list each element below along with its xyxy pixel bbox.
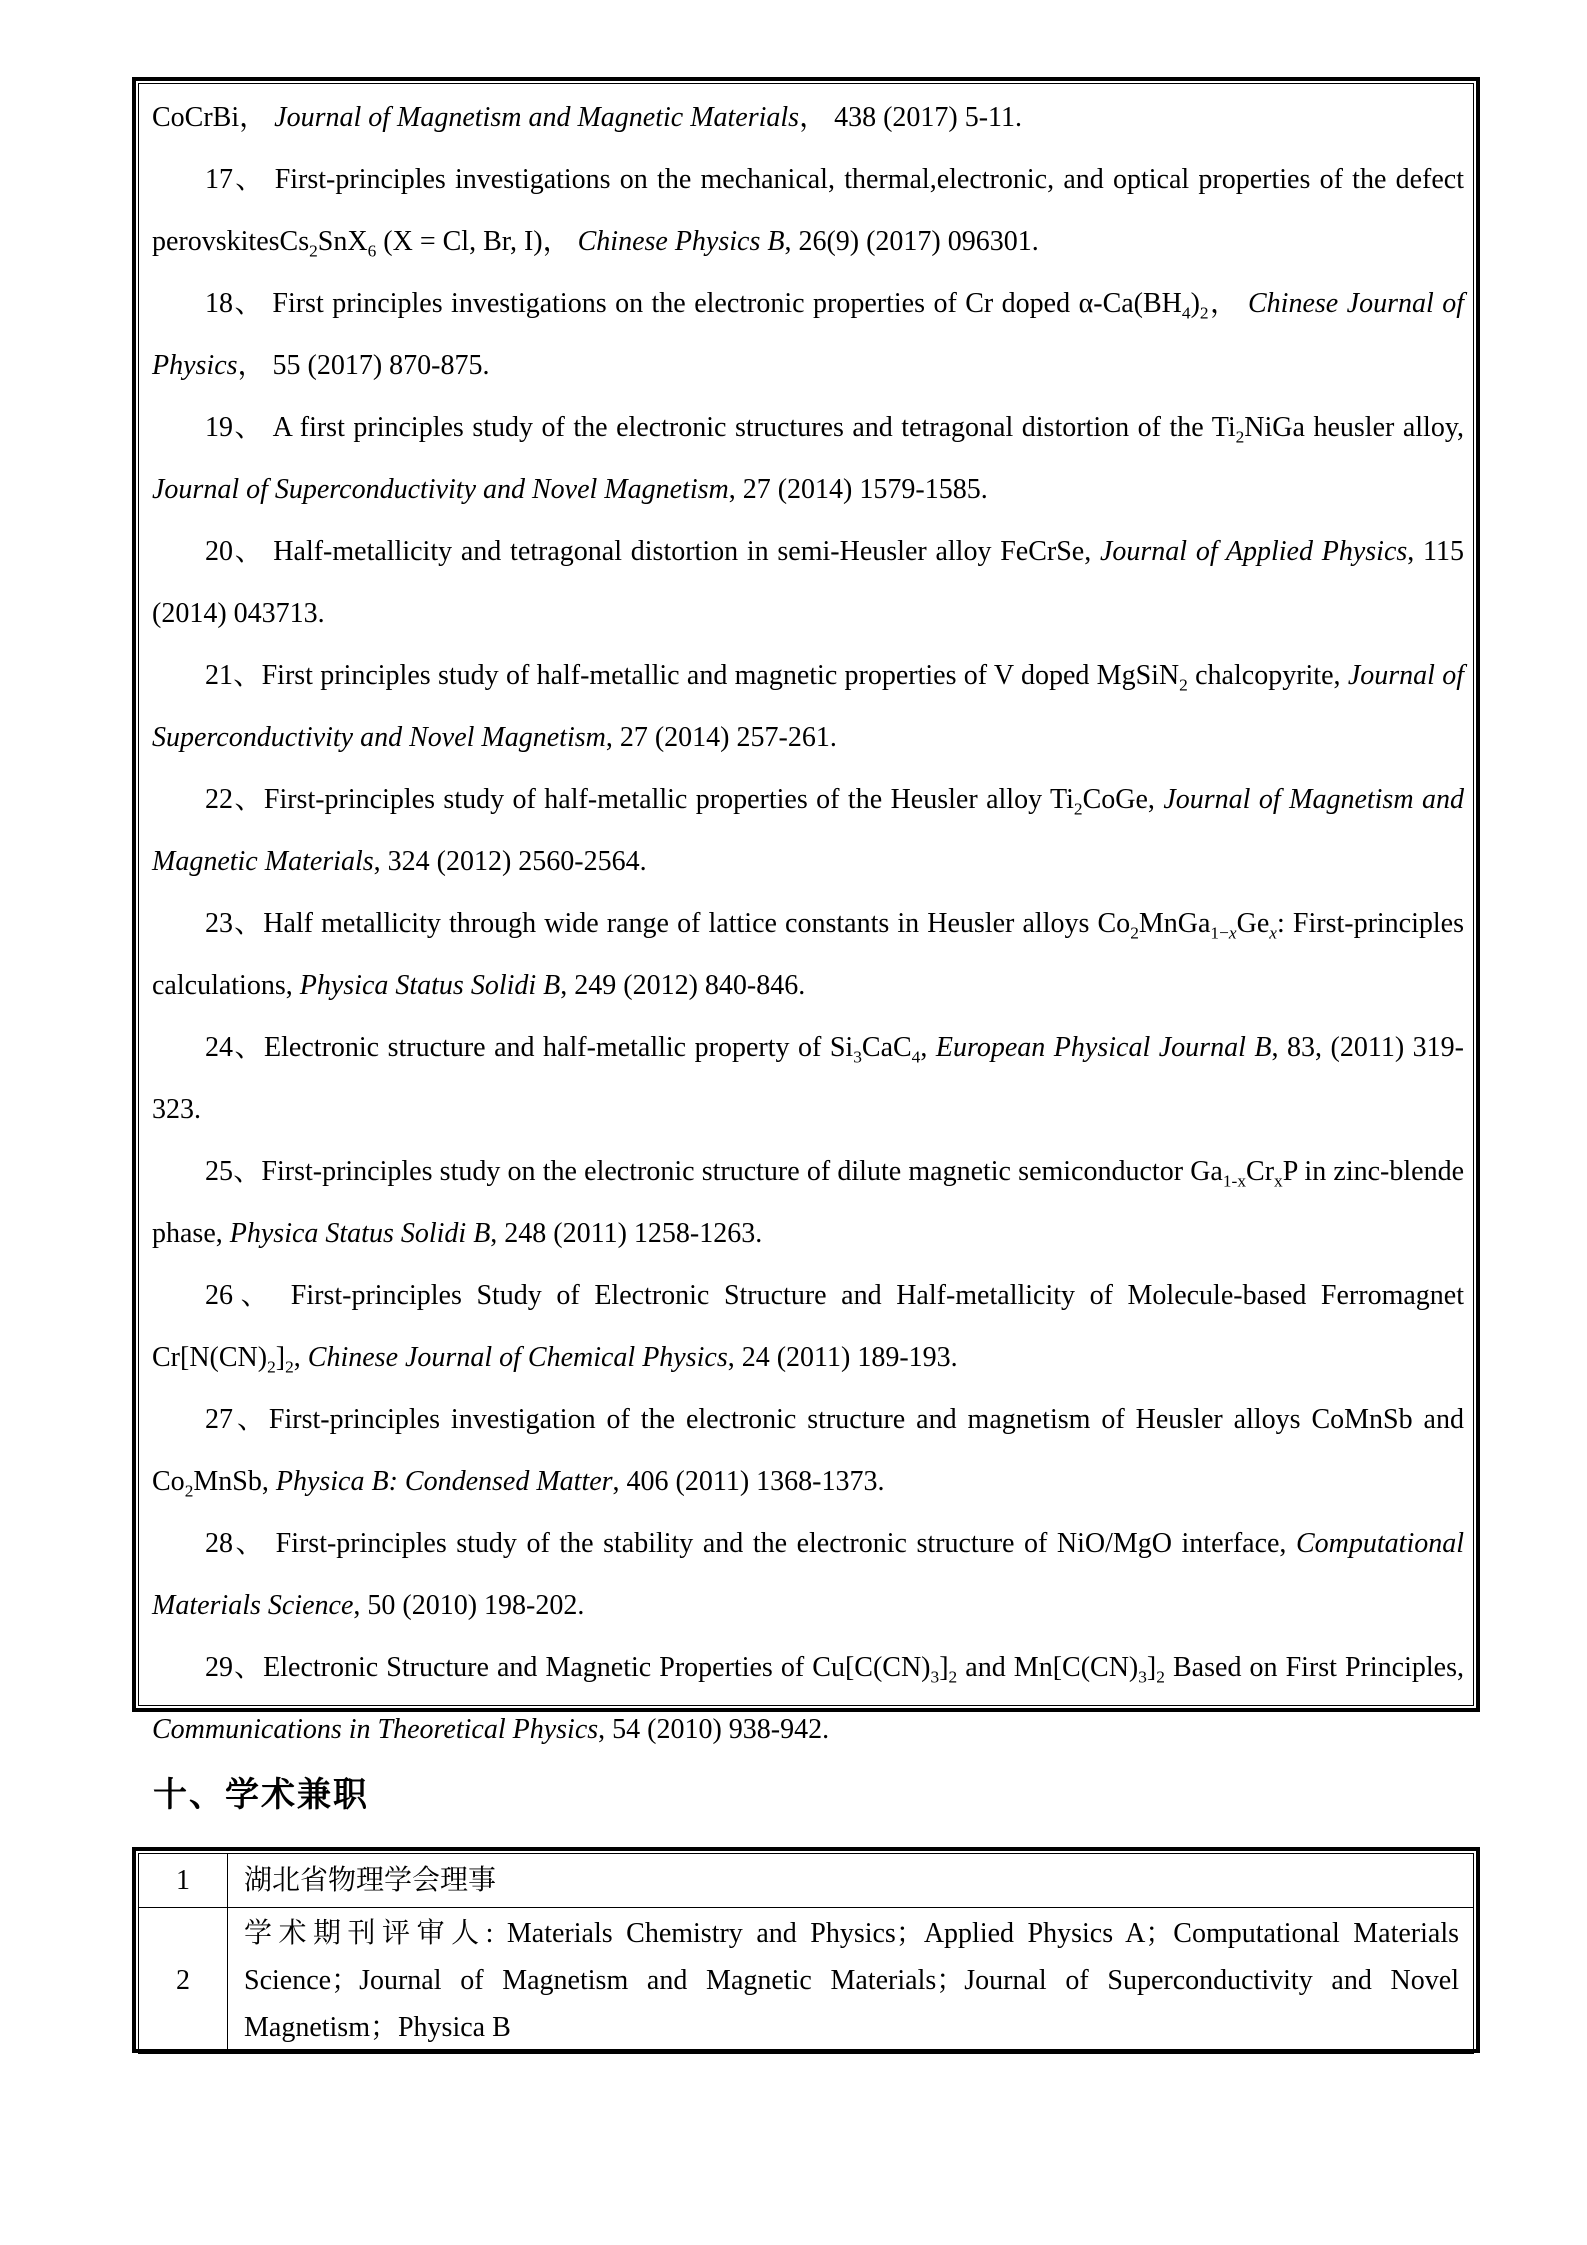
publication-paragraph: 19、 A first principles study of the electronic structures and tetragonal distortion of the $Ti_2NiGa$ heusler alloy, Journal of Superconductivity and Novel Magnetism, 27 (2014) 1579-1585.	[152, 412, 1465, 505]
publication-paragraph: 20、 Half-metallicity and tetragonal distortion in semi-Heusler alloy FeCrSe, Journal of Applied Physics, 115 (2014) 043713.	[152, 536, 1465, 629]
table-row	[139, 1908, 1474, 2054]
publication-paragraph: 17、 First-principles investigations on the mechanical, thermal,electronic, and optical properties of the defect perovskitesCs$_2$SnX$_6$ (X = Cl, Br, I)， Chinese Physics B, 26(9) (2017) 096301.	[152, 164, 1464, 261]
publications-box	[132, 77, 1480, 1745]
appointments-tbody	[139, 1854, 1474, 2054]
appointments-table	[138, 1853, 1474, 2054]
publications-text	[138, 83, 1474, 1745]
row-number: 1	[139, 1854, 228, 1908]
publication-paragraph: 23、Half metallicity through wide range of lattice constants in Heusler alloys $Co_2MnGa_{1-x}Ge_x$: First-principles calculations, Physica Status Solidi B, 249 (2012) 840-846.	[152, 908, 1464, 1001]
publication-paragraph: 27、First-principles investigation of the electronic structure and magnetism of Heusler alloys CoMnSb and $Co_2MnSb$, Physica B: Condensed Matter, 406 (2011) 1368-1373.	[152, 1404, 1464, 1501]
publication-paragraph: 21、First principles study of half-metallic and magnetic properties of V doped MgSiN$_2$ chalcopyrite, Journal of Superconductivity and Novel Magnetism, 27 (2014) 257-261.	[152, 660, 1464, 753]
row-content: 湖北省物理学会理事	[228, 1854, 1474, 1908]
section-heading: 十、学术兼职	[153, 1777, 369, 1814]
publication-paragraph: CoCrBi， Journal of Magnetism and Magnetic Materials， 438 (2017) 5-11.	[152, 102, 1023, 133]
row-number: 2	[139, 1908, 228, 2054]
publication-paragraph: 29、Electronic Structure and Magnetic Properties of $Cu[C(CN)_3]_2$ and $Mn[C(CN)_3]_2$ Based on First Principles, Communications in Theoretical Physics, 54 (2010) 938-942.	[152, 1652, 1464, 1745]
publication-paragraph: 25、First-principles study on the electronic structure of dilute magnetic semiconductor $Ga_{1-x}Cr_xP$ in zinc-blende phase, Physica Status Solidi B, 248 (2011) 1258-1263.	[152, 1156, 1465, 1249]
publication-paragraph: 18、 First principles investigations on the electronic properties of Cr doped $\alpha-Ca(BH_4)_2$， Chinese Journal of Physics， 55 (2017) 870-875.	[152, 288, 1464, 381]
appointments-table-wrap	[132, 1847, 1480, 2053]
publication-paragraph: 22、First-principles study of half-metallic properties of the Heusler alloy $Ti_2CoGe$, Journal of Magnetism and Magnetic Materials, 324 (2012) 2560-2564.	[152, 784, 1464, 877]
publication-paragraph: 24、Electronic structure and half-metallic property of $Si_3CaC_4$, European Physical Journal B, 83, (2011) 319-323.	[152, 1032, 1464, 1125]
publication-paragraph: 28、 First-principles study of the stability and the electronic structure of NiO/MgO interface, Computational Materials Science, 50 (2010) 198-202.	[152, 1528, 1464, 1621]
table-row	[139, 1854, 1474, 1908]
publication-paragraph: 26、 First-principles Study of Electronic Structure and Half-metallicity of Molecule-based Ferromagnet $Cr[N(CN)_2]_2$, Chinese Journal of Chemical Physics, 24 (2011) 189-193.	[152, 1280, 1464, 1377]
row-content: 学术期刊评审人: Materials Chemistry and Physics；Applied Physics A；Computational Materials Science；Journal of Magnetism and Magnetic Materials；Journal of Superconductivity and Novel Magnetism；Physica B	[228, 1908, 1474, 2054]
